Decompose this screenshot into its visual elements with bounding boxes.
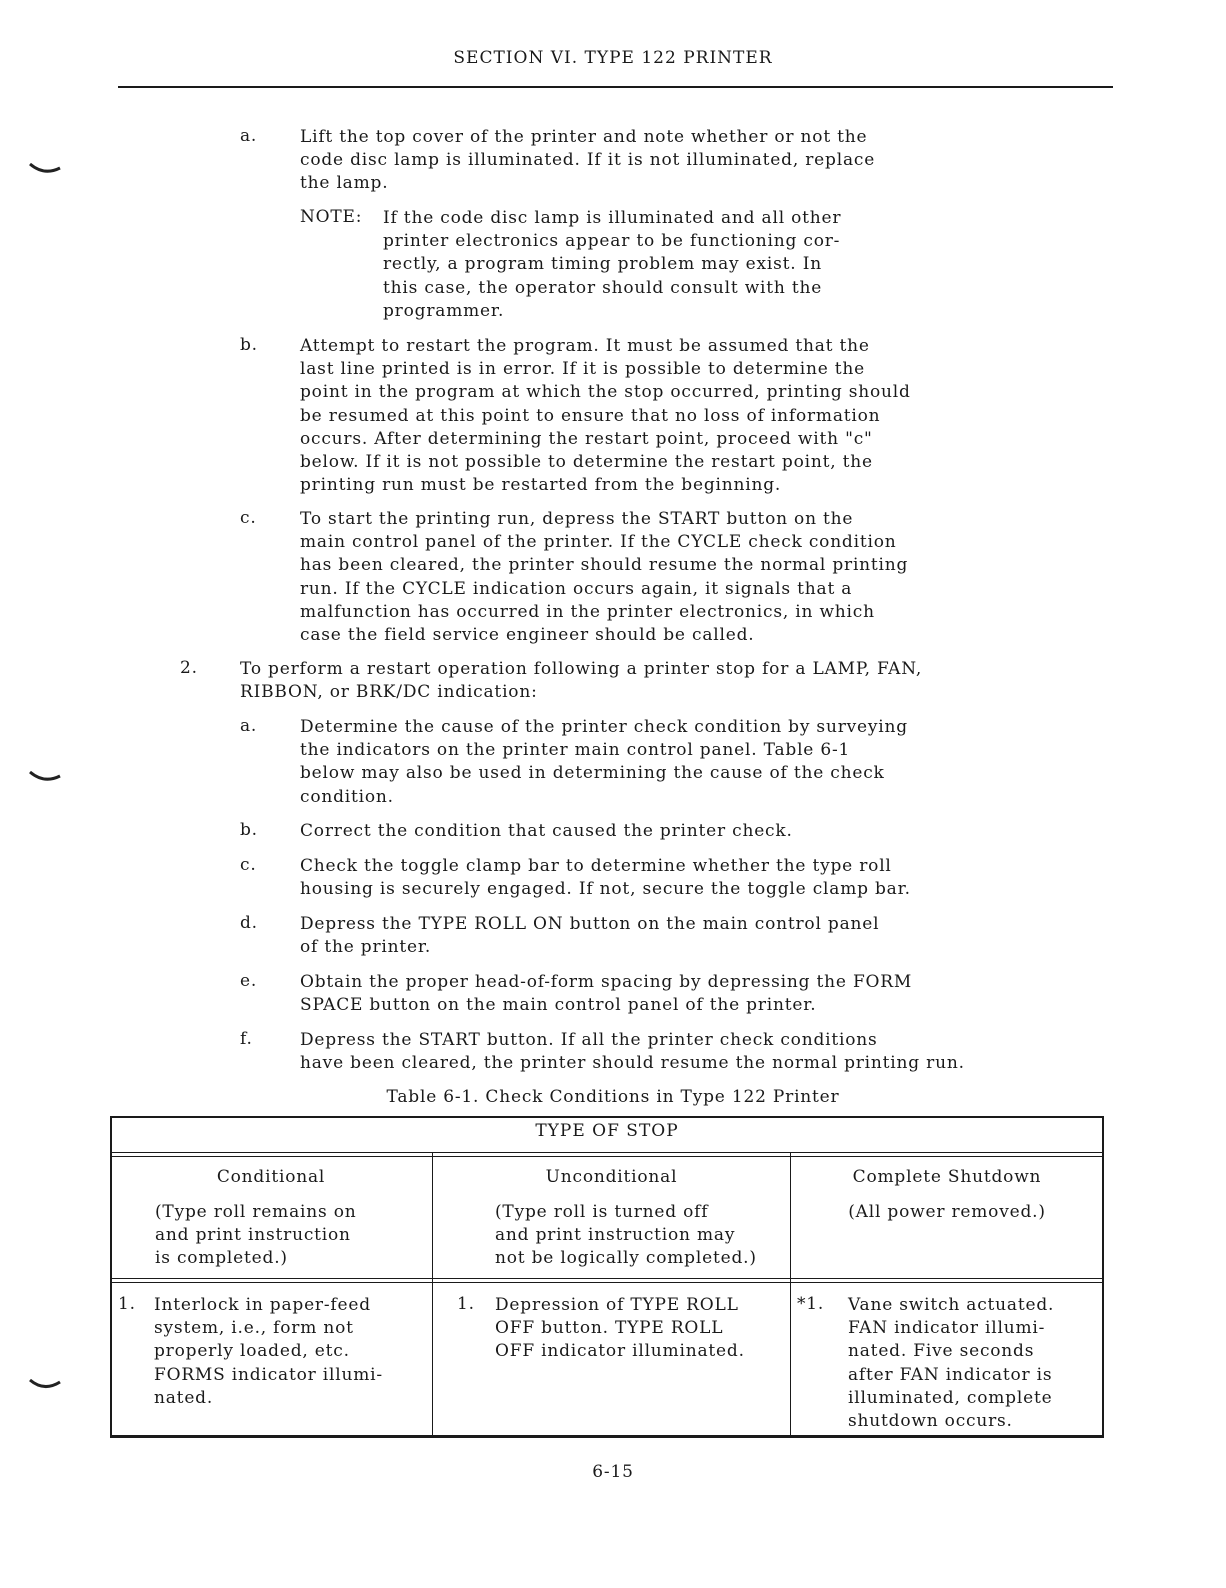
item-label-2f: f.	[240, 1029, 253, 1049]
text-line: SPACE button on the main control panel of the printer.	[300, 995, 817, 1016]
item-text-2b	[300, 820, 980, 843]
column-heading-unconditional: Unconditional	[545, 1167, 678, 1187]
text-line: last line printed is in error. If it is possible to determine the	[300, 359, 866, 380]
binding-mark-icon	[28, 160, 62, 180]
text-line: RIBBON, or BRK/DC indication:	[240, 682, 538, 703]
text-line: Depress the START button. If all the printer check conditions	[300, 1030, 878, 1050]
item-label-2c: c.	[240, 855, 257, 875]
table-rule	[110, 1282, 1104, 1283]
item-number: 1.	[457, 1294, 475, 1314]
header-rule	[118, 86, 1113, 88]
column-heading-complete-shutdown: Complete Shutdown	[852, 1167, 1042, 1187]
item-label-1b: b.	[240, 335, 258, 355]
text-line: the lamp.	[300, 173, 389, 194]
text-line: be resumed at this point to ensure that no loss of information	[300, 405, 881, 426]
text-line: point in the program at which the stop occurred, printing should	[300, 382, 911, 403]
text-line: main control panel of the printer. If the CYCLE check condition	[300, 532, 897, 553]
text-line: Obtain the proper head-of-form spacing by depressing the FORM	[300, 972, 913, 992]
text-line: Lift the top cover of the printer and note whether or not the	[300, 127, 868, 147]
text-line: and print instruction	[155, 1225, 351, 1246]
text-line: code disc lamp is illuminated. If it is not illuminated, replace	[300, 150, 876, 171]
table-rule	[110, 1278, 1104, 1279]
text-line: Attempt to restart the program. It must be assumed that the	[300, 336, 870, 356]
item-text-1a	[300, 126, 980, 196]
text-line: condition.	[300, 786, 394, 807]
text-line: Check the toggle clamp bar to determine whether the type roll	[300, 856, 892, 876]
text-line: If the code disc lamp is illuminated and all other	[383, 208, 842, 228]
text-line: Correct the condition that caused the printer check.	[300, 821, 793, 841]
item-text-2f	[300, 1029, 980, 1075]
text-line: Vane switch actuated.	[848, 1295, 1055, 1315]
text-line: this case, the operator should consult with the	[383, 277, 823, 298]
text-line: after FAN indicator is	[848, 1364, 1053, 1385]
item-label-2a: a.	[240, 716, 258, 736]
step-text-2	[240, 658, 1030, 704]
text-line: malfunction has occurred in the printer electronics, in which	[300, 601, 875, 622]
item-text-1b	[300, 335, 980, 497]
text-line: OFF indicator illuminated.	[495, 1341, 745, 1362]
text-line: FAN indicator illumi-	[848, 1318, 1046, 1339]
table-caption: Table 6-1. Check Conditions in Type 122 Printer	[386, 1087, 840, 1107]
binding-mark-icon	[28, 768, 62, 788]
item-number: *1.	[797, 1294, 825, 1314]
text-line: FORMS indicator illumi-	[154, 1364, 383, 1385]
page-number: 6-15	[592, 1462, 634, 1482]
text-line: has been cleared, the printer should resume the normal printing	[300, 555, 909, 576]
column-divider	[432, 1152, 433, 1437]
text-line: below. If it is not possible to determine the restart point, the	[300, 452, 873, 473]
item-text-2e	[300, 971, 980, 1017]
condition-item-complete-shutdown	[848, 1294, 1054, 1433]
item-label-2e: e.	[240, 971, 258, 991]
text-line: programmer.	[383, 300, 505, 321]
text-line: Depression of TYPE ROLL	[495, 1295, 739, 1315]
text-line: nated. Five seconds	[848, 1341, 1035, 1362]
text-line: Determine the cause of the printer check condition by surveying	[300, 717, 908, 737]
item-text-1c	[300, 508, 980, 647]
item-text-2d	[300, 913, 980, 959]
column-desc-complete-shutdown	[792, 1201, 1102, 1224]
column-heading-conditional: Conditional	[216, 1167, 326, 1187]
note-text	[383, 207, 903, 323]
text-line: properly loaded, etc.	[154, 1341, 350, 1362]
text-line: printing run must be restarted from the beginning.	[300, 475, 782, 496]
text-line: have been cleared, the printer should resume the normal printing run.	[300, 1053, 965, 1074]
text-line: Depress the TYPE ROLL ON button on the main control panel	[300, 914, 880, 934]
text-line: To perform a restart operation following a printer stop for a LAMP, FAN,	[240, 659, 923, 679]
text-line: system, i.e., form not	[154, 1318, 354, 1339]
text-line: (All power removed.)	[848, 1202, 1046, 1222]
text-line: shutdown occurs.	[848, 1411, 1013, 1432]
binding-mark-icon	[28, 1376, 62, 1396]
item-label-2d: d.	[240, 913, 258, 933]
item-label-1c: c.	[240, 508, 257, 528]
column-divider	[790, 1152, 791, 1437]
table-rule	[110, 1156, 1104, 1157]
text-line: OFF button. TYPE ROLL	[495, 1318, 724, 1339]
item-text-2a	[300, 716, 980, 809]
item-label-1a: a.	[240, 126, 258, 146]
text-line: occurs. After determining the restart point, proceed with "c"	[300, 428, 873, 449]
section-header: SECTION VI. TYPE 122 PRINTER	[453, 48, 773, 68]
text-line: case the field service engineer should be called.	[300, 625, 755, 646]
text-line: is completed.)	[155, 1248, 288, 1269]
text-line: of the printer.	[300, 937, 432, 958]
table-rule	[110, 1152, 1104, 1153]
item-label-2b: b.	[240, 820, 258, 840]
condition-item-conditional	[154, 1294, 383, 1410]
text-line: nated.	[154, 1387, 214, 1408]
text-line: Interlock in paper-feed	[154, 1295, 371, 1315]
text-line: the indicators on the printer main control panel. Table 6-1	[300, 740, 851, 761]
step-label-2: 2.	[180, 658, 198, 678]
text-line: (Type roll remains on	[155, 1202, 357, 1222]
note-label: NOTE:	[300, 207, 363, 227]
column-desc-unconditional	[495, 1201, 757, 1271]
table-title: TYPE OF STOP	[535, 1121, 679, 1141]
item-text-2c	[300, 855, 980, 901]
text-line: housing is securely engaged. If not, secure the toggle clamp bar.	[300, 879, 911, 900]
condition-item-unconditional	[495, 1294, 745, 1364]
text-line: run. If the CYCLE indication occurs again, it signals that a	[300, 578, 853, 599]
column-desc-conditional	[155, 1201, 357, 1271]
text-line: (Type roll is turned off	[495, 1202, 709, 1222]
text-line: printer electronics appear to be functioning cor-	[383, 231, 841, 252]
text-line: To start the printing run, depress the START button on the	[300, 509, 854, 529]
text-line: and print instruction may	[495, 1225, 736, 1246]
text-line: illuminated, complete	[848, 1387, 1053, 1408]
text-line: below may also be used in determining the cause of the check	[300, 763, 885, 784]
text-line: not be logically completed.)	[495, 1248, 757, 1269]
text-line: rectly, a program timing problem may exist. In	[383, 254, 822, 275]
item-number: 1.	[118, 1294, 136, 1314]
